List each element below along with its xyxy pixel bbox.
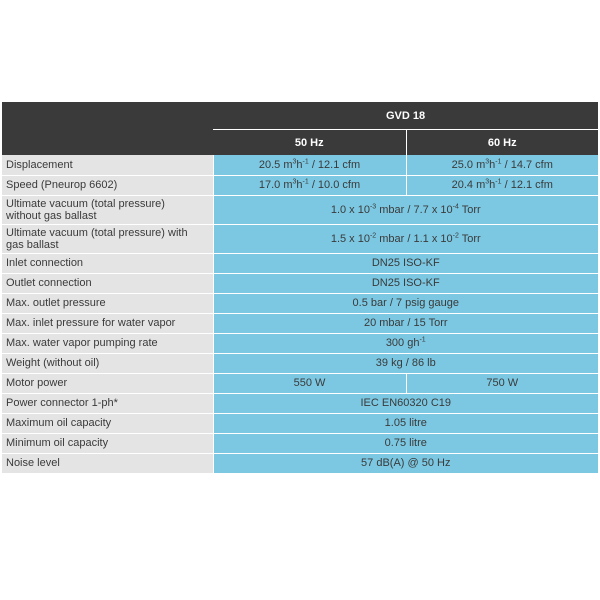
value-text: 25.0 m (451, 158, 486, 171)
table-row (2, 433, 598, 453)
row-label (2, 353, 213, 373)
table-row (2, 273, 598, 293)
model-heading: GVD 18 (213, 102, 598, 130)
header-blank-cell (2, 130, 213, 156)
table-row (2, 175, 598, 195)
table-row (2, 293, 598, 313)
value-text: 0.75 litre (384, 437, 427, 449)
table-row (2, 195, 598, 224)
value-text: DN25 ISO-KF (371, 277, 440, 289)
value-text: 20.5 m (258, 158, 293, 171)
value-text: 39 kg / 86 lb (375, 357, 436, 369)
value-text: 1.0 x 10 (330, 203, 370, 216)
header-row-frequency (2, 130, 598, 156)
value-superscript: -4 (452, 202, 459, 210)
value-text: h (489, 179, 496, 191)
row-value (213, 195, 598, 224)
value-text: 550 W (293, 377, 326, 389)
value-text: h (489, 158, 496, 171)
value-superscript: -1 (302, 178, 309, 186)
row-value (213, 453, 598, 473)
row-value (213, 393, 598, 413)
column-heading-50hz: 50 Hz (213, 130, 406, 156)
value-superscript: 3 (292, 178, 297, 186)
value-superscript: -1 (302, 158, 309, 166)
row-value-50hz (213, 373, 406, 393)
table-row (2, 224, 598, 253)
row-value-60hz (406, 175, 598, 195)
row-label-line: Outlet connection (6, 277, 92, 289)
value-text: h (296, 179, 303, 191)
value-text: Torr (458, 203, 481, 216)
value-text: Torr (458, 232, 481, 245)
value-superscript: -1 (495, 178, 502, 186)
row-value-50hz (213, 155, 406, 175)
table-row (2, 353, 598, 373)
row-label-line: Ultimate vacuum (total pressure) (6, 197, 165, 210)
row-label-line: Inlet connection (6, 257, 84, 269)
value-text: 750 W (486, 377, 519, 389)
row-label-line: Max. outlet pressure (6, 297, 106, 309)
table-row (2, 453, 598, 473)
value-text: 1.5 x 10 (330, 232, 370, 245)
row-label-line: Noise level (6, 457, 60, 469)
spec-table (2, 102, 598, 474)
row-value (213, 433, 598, 453)
row-label (2, 293, 213, 313)
row-label (2, 253, 213, 273)
row-label-line: Motor power (6, 377, 68, 389)
row-label-line: Max. inlet pressure for water vapor (6, 317, 176, 329)
column-heading-60hz: 60 Hz (406, 130, 598, 156)
row-label (2, 313, 213, 333)
row-label (2, 373, 213, 393)
row-label-line: Displacement (6, 158, 73, 171)
row-value (213, 353, 598, 373)
value-superscript: -3 (369, 202, 377, 210)
row-label-line: Power connector 1-ph* (6, 397, 118, 409)
value-superscript: 3 (485, 158, 490, 166)
row-label-line: Ultimate vacuum (total pressure) with (6, 226, 188, 239)
value-text: 57 dB(A) @ 50 Hz (361, 457, 451, 469)
row-label (2, 273, 213, 293)
row-value (213, 293, 598, 313)
row-label (2, 155, 213, 175)
value-text: 20.4 m (451, 179, 486, 191)
value-superscript: -1 (419, 336, 426, 344)
row-value (213, 313, 598, 333)
table-row (2, 393, 598, 413)
row-label-line: Maximum oil capacity (6, 417, 112, 429)
row-label (2, 195, 213, 224)
row-label (2, 433, 213, 453)
value-text: / 14.7 cfm (501, 158, 553, 171)
table-row (2, 155, 598, 175)
value-text: / 12.1 cfm (501, 179, 553, 191)
value-text: 0.5 bar / 7 psig gauge (352, 297, 459, 309)
row-value (213, 273, 598, 293)
row-label-line: Max. water vapor pumping rate (6, 337, 158, 349)
value-text: mbar / 7.7 x 10 (376, 203, 453, 216)
row-label (2, 453, 213, 473)
table-row (2, 413, 598, 433)
value-text: 300 gh (385, 337, 420, 349)
row-label (2, 333, 213, 353)
row-label-line: Speed (Pneurop 6602) (6, 179, 118, 191)
row-value (213, 253, 598, 273)
table-row (2, 253, 598, 273)
value-superscript: -2 (369, 231, 377, 239)
value-text: / 10.0 cfm (308, 179, 361, 191)
spec-table-body (2, 102, 598, 473)
row-label-line: without gas ballast (6, 209, 97, 222)
row-label (2, 413, 213, 433)
value-text: 20 mbar / 15 Torr (363, 317, 448, 329)
row-label (2, 175, 213, 195)
value-text: h (296, 158, 303, 171)
header-row-model (2, 102, 598, 130)
row-value (213, 333, 598, 353)
value-text: IEC EN60320 C19 (360, 397, 451, 409)
row-value-60hz (406, 155, 598, 175)
value-text: mbar / 1.1 x 10 (376, 232, 453, 245)
table-row (2, 373, 598, 393)
row-value-50hz (213, 175, 406, 195)
value-superscript: 3 (485, 178, 490, 186)
row-label-line: gas ballast (6, 238, 59, 251)
row-label (2, 224, 213, 253)
value-superscript: -1 (495, 158, 502, 166)
table-row (2, 313, 598, 333)
value-text: / 12.1 cfm (308, 158, 361, 171)
value-superscript: -2 (452, 231, 459, 239)
row-label (2, 393, 213, 413)
row-label-line: Minimum oil capacity (6, 437, 109, 449)
value-text: DN25 ISO-KF (371, 257, 440, 269)
value-text: 17.0 m (258, 179, 293, 191)
row-label-line: Weight (without oil) (6, 357, 100, 369)
value-text: 1.05 litre (384, 417, 427, 429)
value-superscript: 3 (292, 158, 297, 166)
row-value-60hz (406, 373, 598, 393)
row-value (213, 224, 598, 253)
row-value (213, 413, 598, 433)
header-blank-cell (2, 102, 213, 130)
table-row (2, 333, 598, 353)
